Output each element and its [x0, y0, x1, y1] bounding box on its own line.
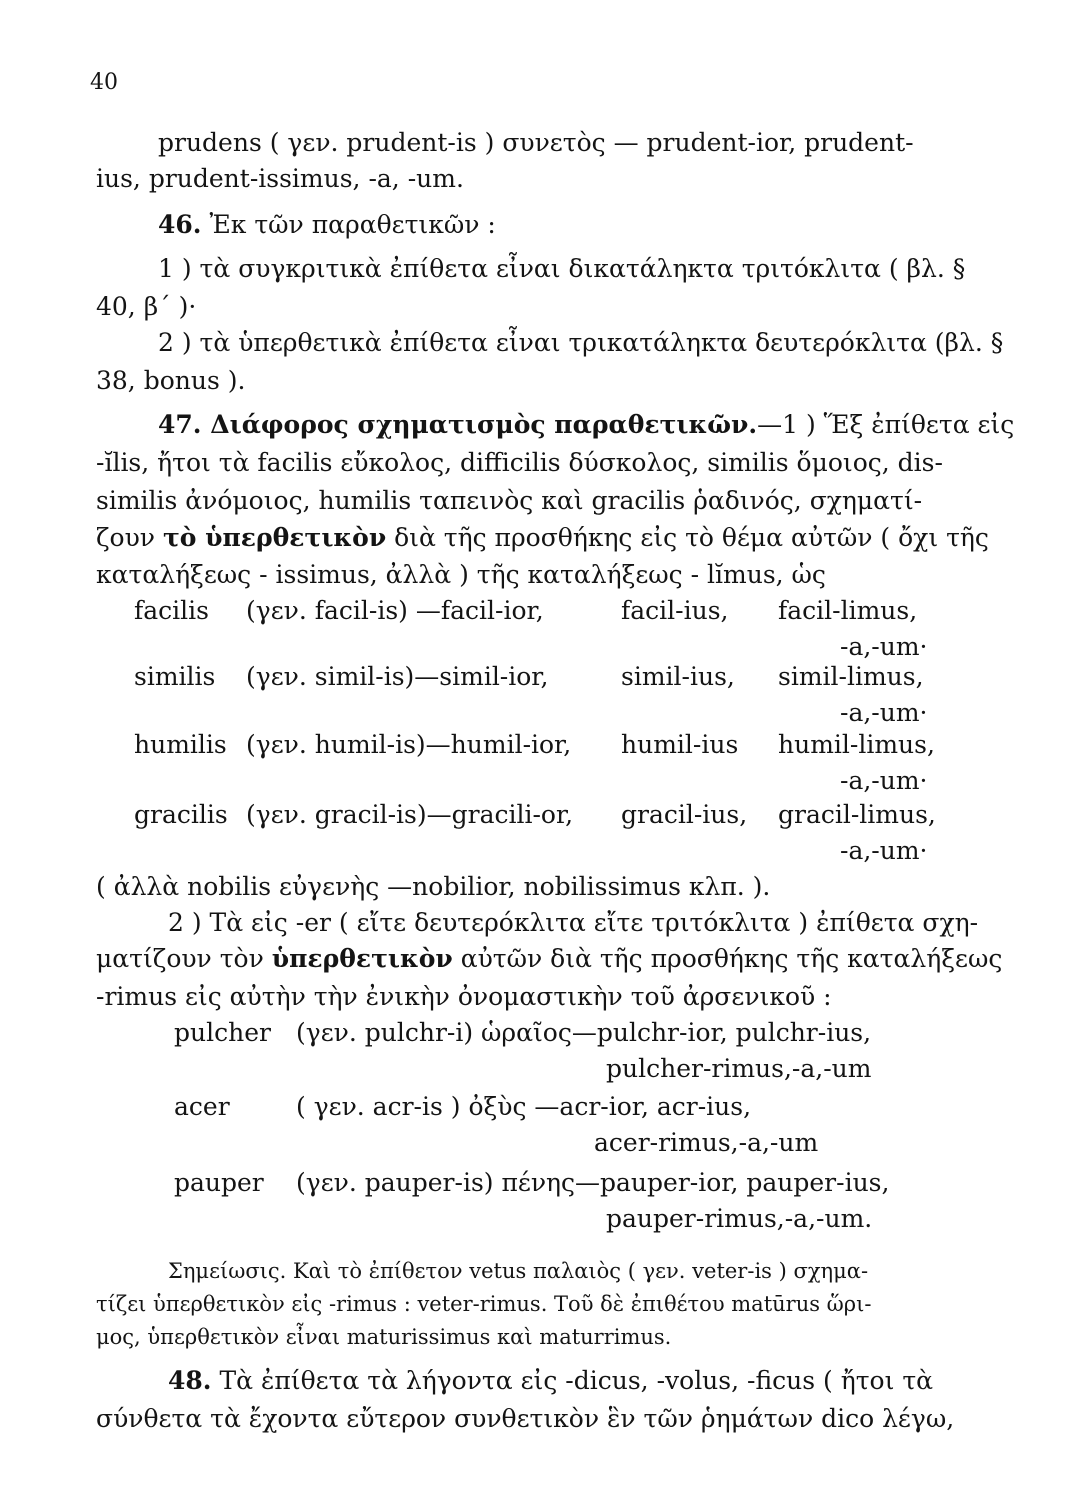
text-line: ius, prudent-issimus, -a, -um.	[96, 164, 464, 193]
emphasis: τὸ ὑπερθετικὸν	[162, 523, 387, 552]
table-row: humilis (γεν. humil-is)—humil-ior, humil-ius humil-limus, -a,-um·	[134, 730, 935, 795]
table-row: facilis (γεν. facil-is) —facil-ior, facil-ius, facil-limus, -a,-um·	[134, 596, 928, 661]
table-row: acer ( γεν. acr-is ) ὀξὺς —acr-ior, acr-ius, acer-rimus,-a,-um	[174, 1092, 819, 1157]
section-number: 46.	[158, 210, 202, 239]
section-number: 47.	[158, 410, 202, 439]
note-line: τίζει ὑπερθετικὸν εἰς -rimus : veter-rimus. Τοῦ δὲ ἐπιθέτου matūrus ὥρι-	[96, 1292, 872, 1316]
page-number: 40	[90, 70, 118, 95]
text-line: prudens ( γεν. prudent-is ) συνετὸς — prudent-ior, prudent-	[158, 128, 914, 157]
text-line: καταλήξεως - issimus, ἀλλὰ ) τῆς καταλήξεως - lĭmus, ὡς	[96, 560, 826, 589]
text-line: 2 ) Τὰ εἰς -er ( εἴτε δευτερόκλιτα εἴτε τριτόκλιτα ) ἐπίθετα σχη-	[168, 908, 979, 937]
text-line: similis ἀνόμοιος, humilis ταπεινὸς καὶ gracilis ῥαδινός, σχηματί-	[96, 486, 923, 515]
text-line: 1 ) τὰ συγκριτικὰ ἐπίθετα εἶναι δικατάληκτα τριτόκλιτα ( βλ. §	[158, 254, 966, 283]
section-text: —1 ) Ἕξ ἐπίθετα εἰς	[757, 410, 1015, 439]
table-row: gracilis (γεν. gracil-is)—gracili-or, gracil-ius, gracil-limus, -a,-um·	[134, 800, 936, 865]
text-line: -ĭlis, ἤτοι τὰ facilis εὔκολος, difficilis δύσκολος, similis ὅμοιος, dis-	[96, 448, 943, 477]
table-row: pulcher (γεν. pulchr-i) ὡραῖος—pulchr-ior, pulchr-ius, pulcher-rimus,-a,-um	[174, 1018, 872, 1083]
section-title: Ἐκ τῶν παραθετικῶν :	[201, 210, 496, 239]
text-line: ( ἀλλὰ nobilis εὐγενὴς —nobilior, nobilissimus κλπ. ).	[96, 872, 771, 901]
section-46-heading	[158, 210, 1038, 240]
text-line: 2 ) τὰ ὑπερθετικὰ ἐπίθετα εἶναι τρικατάληκτα δευτερόκλιτα (βλ. §	[158, 328, 1004, 357]
text-line: σύνθετα τὰ ἔχοντα εὔτερον συνθετικὸν ἓν τῶν ῥημάτων dico λέγω,	[96, 1404, 955, 1433]
section-48-heading	[168, 1366, 1048, 1396]
table-row: pauper (γεν. pauper-is) πένης—pauper-ior, pauper-ius, pauper-rimus,-a,-um.	[174, 1168, 890, 1233]
text-line: ζουν τὸ ὑπερθετικὸν διὰ τῆς προσθήκης εἰς τὸ θέμα αὐτῶν ( ὄχι τῆς	[96, 523, 989, 552]
section-47-heading	[158, 410, 1038, 440]
text-line: ματίζουν τὸν ὑπερθετικὸν αὐτῶν διὰ τῆς προσθήκης τῆς καταλήξεως	[96, 944, 1003, 973]
emphasis: ὑπερθετικὸν	[271, 944, 453, 973]
section-title: Διάφορος σχηματισμὸς παραθετικῶν.	[201, 410, 758, 439]
text-line: -rimus εἰς αὐτὴν τὴν ἐνικὴν ὀνομαστικὴν τοῦ ἀρσενικοῦ :	[96, 982, 832, 1011]
table-row: similis (γεν. simil-is)—simil-ior, simil-ius, simil-limus, -a,-um·	[134, 662, 928, 727]
text-line: 40, β΄ )·	[96, 292, 197, 321]
section-number: 48.	[168, 1366, 212, 1395]
note-line: Σημείωσις. Καὶ τὸ ἐπίθετον vetus παλαιὸς ( γεν. veter-is ) σχημα-	[168, 1259, 869, 1283]
text-line: 38, bonus ).	[96, 366, 246, 395]
note-line: μος, ὑπερθετικὸν εἶναι maturissimus καὶ maturrimus.	[96, 1325, 672, 1349]
section-text: Τὰ ἐπίθετα τὰ λήγοντα εἰς -dicus, -volus, -ficus ( ἤτοι τὰ	[211, 1366, 934, 1395]
